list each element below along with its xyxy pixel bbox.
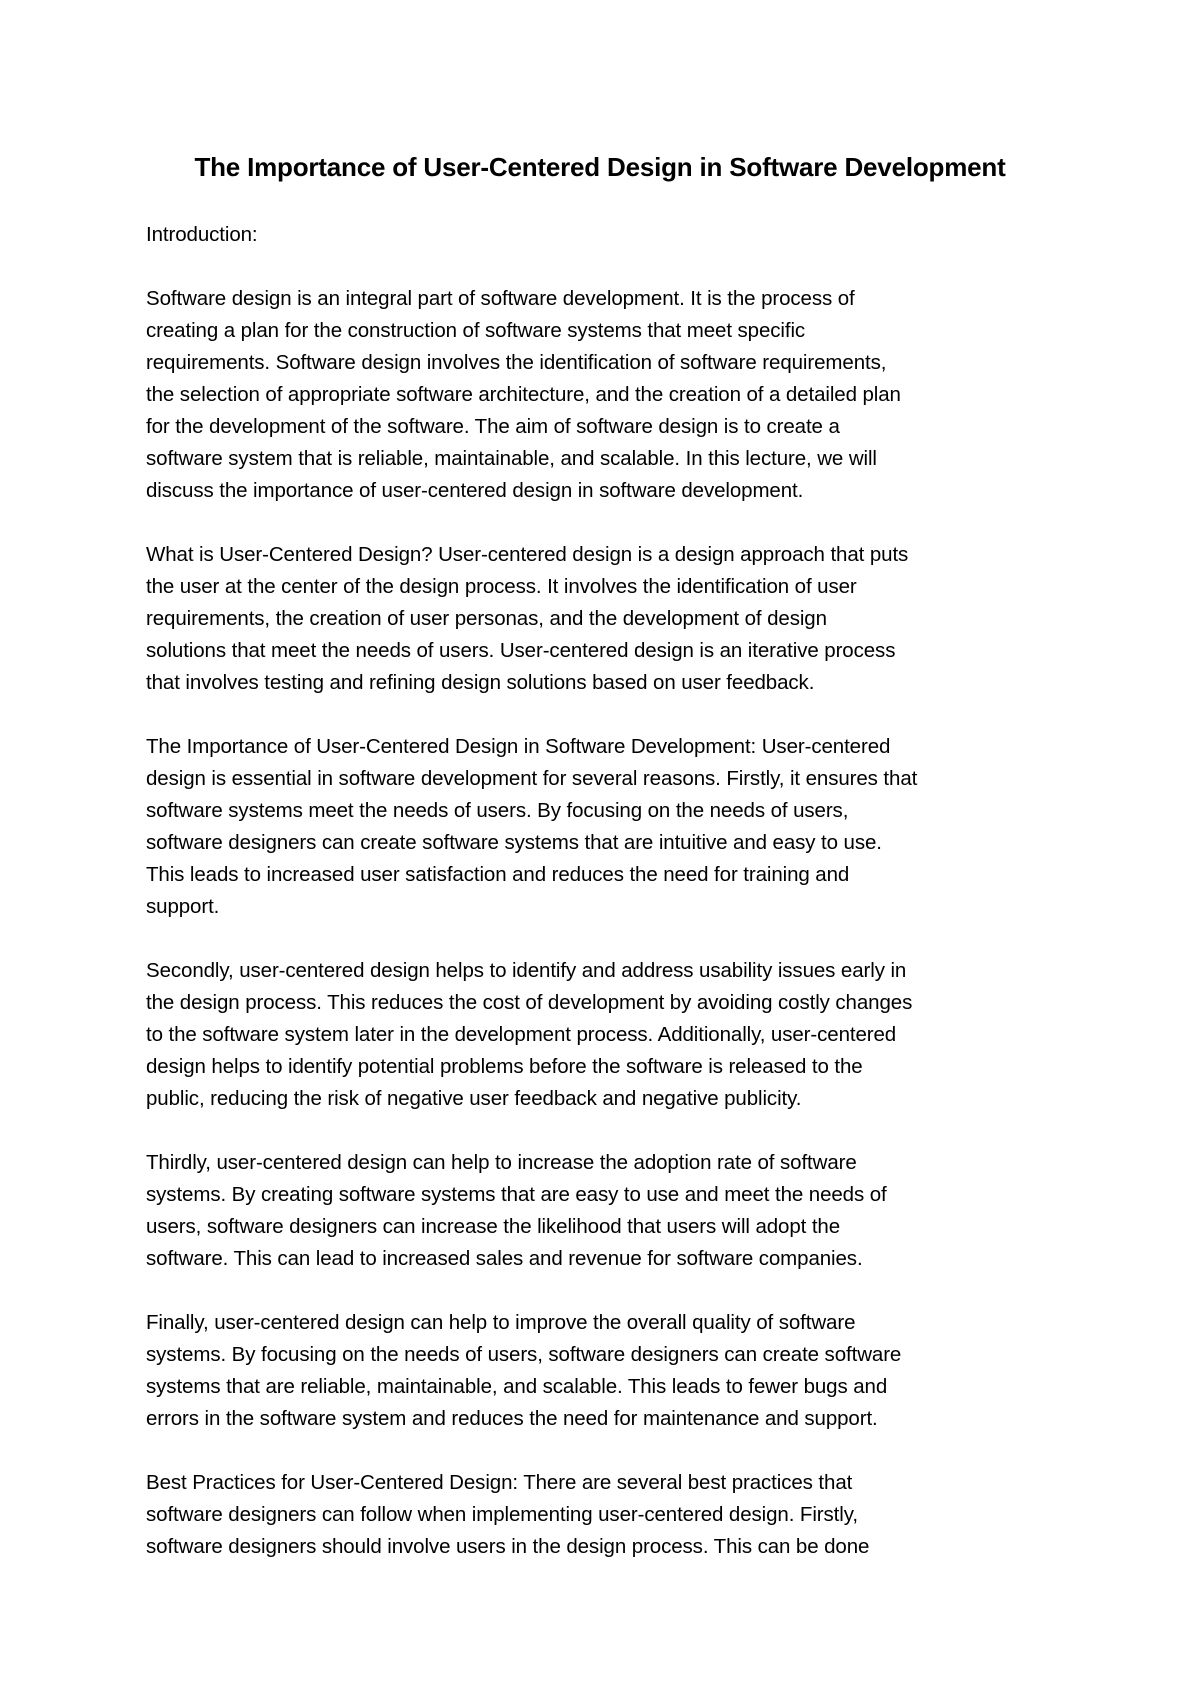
text-line: the design process. This reduces the cost of development by avoiding costly changes [146,991,913,1014]
text-line: The Importance of User-Centered Design in Software Development: User-centered [146,735,891,758]
text-line: design helps to identify potential problems before the software is released to the [146,1055,863,1078]
text-line: This leads to increased user satisfaction and reduces the need for training and [146,863,850,886]
paragraph-what-is-ucd [146,539,1086,699]
text-line: software designers can follow when implementing user-centered design. Firstly, [146,1503,858,1526]
paragraph-software-design-overview [146,283,1086,507]
text-line: Thirdly, user-centered design can help to increase the adoption rate of software [146,1151,857,1174]
text-line: systems. By creating software systems that are easy to use and meet the needs of [146,1183,887,1206]
text-line: software system that is reliable, maintainable, and scalable. In this lecture, we will [146,447,877,470]
text-line: for the development of the software. The aim of software design is to create a [146,415,840,438]
text-line: solutions that meet the needs of users. User-centered design is an iterative process [146,639,896,662]
text-line: the user at the center of the design process. It involves the identification of user [146,575,857,598]
text-line: public, reducing the risk of negative user feedback and negative publicity. [146,1087,802,1110]
text-line: Secondly, user-centered design helps to identify and address usability issues early in [146,959,907,982]
text-line: Best Practices for User-Centered Design: There are several best practices that [146,1471,853,1494]
text-line: requirements, the creation of user personas, and the development of design [146,607,827,630]
paragraph-introduction-heading [146,219,1086,251]
text-line: software. This can lead to increased sales and revenue for software companies. [146,1247,863,1270]
text-line: errors in the software system and reduces the need for maintenance and support. [146,1407,878,1430]
text-line: software designers should involve users in the design process. This can be done [146,1535,870,1558]
text-line: Software design is an integral part of software development. It is the process of [146,287,855,310]
text-line: requirements. Software design involves the identification of software requirements, [146,351,887,374]
text-line: the selection of appropriate software architecture, and the creation of a detailed plan [146,383,901,406]
text-line: systems. By focusing on the needs of users, software designers can create software [146,1343,902,1366]
paragraph-importance-of-ucd [146,731,1086,923]
paragraph-finally [146,1307,1086,1435]
paragraph-best-practices [146,1467,1086,1563]
paragraph-secondly [146,955,1086,1115]
text-line: systems that are reliable, maintainable, and scalable. This leads to fewer bugs and [146,1375,888,1398]
text-line: support. [146,895,220,918]
document-body [146,219,1086,1595]
text-line: design is essential in software development for several reasons. Firstly, it ensures that [146,767,918,790]
text-line: Finally, user-centered design can help to improve the overall quality of software [146,1311,856,1334]
text-line: that involves testing and refining design solutions based on user feedback. [146,671,815,694]
text-line: creating a plan for the construction of software systems that meet specific [146,319,806,342]
text-line: to the software system later in the development process. Additionally, user-centered [146,1023,897,1046]
text-line: users, software designers can increase the likelihood that users will adopt the [146,1215,841,1238]
text-line: Introduction: [146,223,258,246]
text-line: discuss the importance of user-centered design in software development. [146,479,804,502]
text-line: software designers can create software systems that are intuitive and easy to use. [146,831,882,854]
text-line: What is User-Centered Design? User-centered design is a design approach that puts [146,543,909,566]
document-title: The Importance of User-Centered Design in Software Development [194,152,1006,182]
text-line: software systems meet the needs of users. By focusing on the needs of users, [146,799,849,822]
paragraph-thirdly [146,1147,1086,1275]
